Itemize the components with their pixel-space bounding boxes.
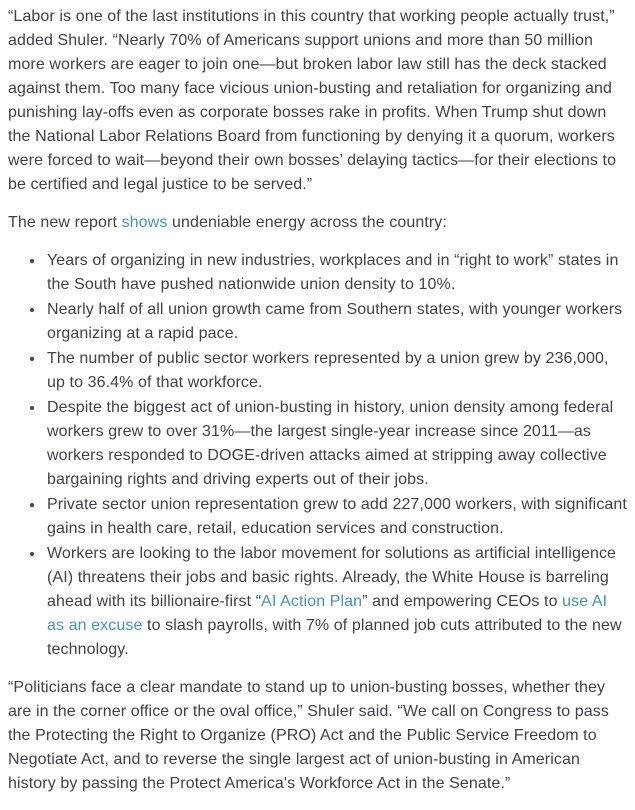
list-item-ai [45,542,627,662]
list-item-text-segment: ” and empowering CEOs to [362,593,563,610]
report-intro-paragraph [8,211,627,235]
list-item-union-density [45,249,627,297]
ai-action-plan-link[interactable]: AI Action Plan [261,593,363,610]
list-item-text: Years of organizing in new industries, workplaces and in “right to work” states in the South have pushed nationwide union density to 10%. [47,252,619,293]
report-intro-text-after: undeniable energy across the country: [167,214,447,231]
list-item-federal-workers [45,396,627,492]
list-item-public-sector [45,347,627,395]
report-intro-text-before: The new report [8,214,122,231]
list-item-southern-growth [45,298,627,346]
quote-paragraph-politicians [8,676,627,796]
list-item-text: Nearly half of all union growth came from Southern states, with younger workers organizing at a rapid pace. [47,301,623,342]
bullet-list [8,249,627,662]
list-item-private-sector [45,493,627,541]
shows-link[interactable]: shows [121,214,168,231]
quote-paragraph-text: “Labor is one of the last institutions in this country that working people actually trust,” added Shuler. “Nearly 70% of Americans support unions and more than 50 million more workers are eager to join one—but broken labor law still has the deck stacked against them. Too many face vicious union-busting and retaliation for organizing and punishing lay-offs even as corporate bosses rake in profits. When Trump shut down the National Labor Relations Board from functioning by denying it a quorum, workers were forced to wait—beyond their own bosses’ delaying tactics—for their elections to be certified and legal justice to be served.” [8,8,617,193]
list-item-text: Private sector union representation grew to add 227,000 workers, with significant gains in health care, retail, education services and construction. [47,496,627,537]
use-ai-as-an-excuse-link[interactable]: use AI as an excuse [47,593,608,634]
list-item-text-segment: Workers are looking to the labor movement for solutions as artificial intelligence (AI) threatens their jobs and basic rights. Already, the White House is barreling ahead with its billionaire-first “ [47,545,617,610]
list-item-text-segment: to slash payrolls, with 7% of planned job cuts attributed to the new technology. [47,617,622,658]
list-item-text: Despite the biggest act of union-busting in history, union density among federal workers grew to over 31%—the largest single-year increase since 2011—as workers responded to DOGE-driven attacks aimed at stripping away collective bargaining rights and driving experts out of their jobs. [47,399,614,488]
list-item-text: The number of public sector workers represented by a union grew by 236,000, up to 36.4% of that workforce. [47,350,609,391]
quote-paragraph-shuler [8,5,627,197]
quote-paragraph-text: “Politicians face a clear mandate to stand up to union-busting bosses, whether they are in the corner office or the oval office,” Shuler said. “We call on Congress to pass the Protecting the Right to Organize (PRO) Act and the Public Service Freedom to Negotiate Act, and to reverse the single largest act of union-busting in American history by passing the Protect America's Workforce Act in the Senate.” [8,679,610,792]
